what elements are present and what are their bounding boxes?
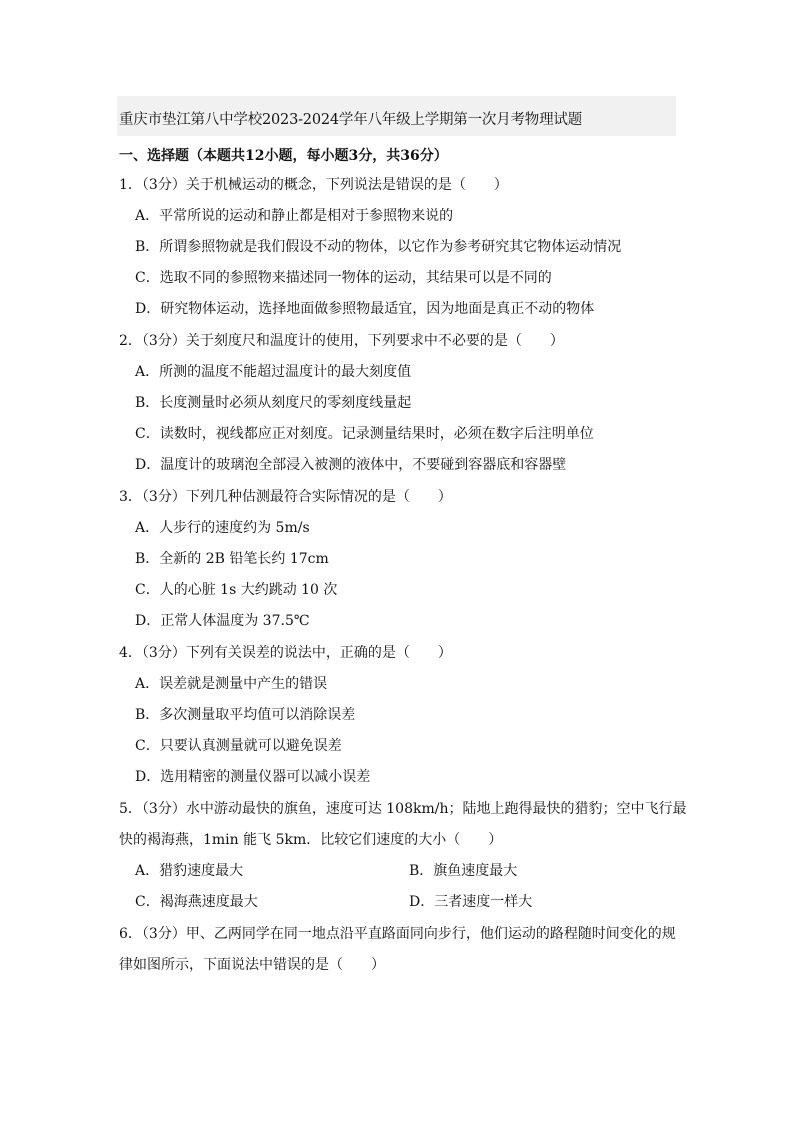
question-4-option-b: B．多次测量取平均值可以消除误差: [135, 707, 356, 723]
question-1-option-d: D．研究物体运动，选择地面做参照物最适宜，因为地面是真正不动的物体: [135, 301, 595, 317]
question-5-stem-line-1: 5．（3分）水中游动最快的旗鱼，速度可达 108km/h；陆地上跑得最快的猎豹；空中飞行最: [119, 801, 687, 817]
question-1-option-b: B．所谓参照物就是我们假设不动的物体，以它作为参考研究其它物体运动情况: [135, 239, 622, 255]
question-5-option-c: C．褐海燕速度最大: [135, 894, 258, 910]
question-2-option-c: C．读数时，视线都应正对刻度。记录测量结果时，必须在数字后注明单位: [135, 426, 594, 442]
question-5-option-b: B．旗鱼速度最大: [409, 863, 518, 879]
question-4-stem: 4．（3分）下列有关误差的说法中，正确的是（ ）: [119, 645, 452, 661]
question-3-option-d: D．正常人体温度为 37.5℃: [135, 613, 310, 629]
section-heading: 一、选择题（本题共12小题，每小题3分，共36分）: [119, 148, 448, 164]
question-3-option-c: C．人的心脏 1s 大约跳动 10 次: [135, 582, 338, 598]
question-2-option-a: A．所测的温度不能超过温度计的最大刻度值: [135, 364, 412, 380]
question-1-option-a: A．平常所说的运动和静止都是相对于参照物来说的: [135, 208, 454, 224]
question-6-stem-line-2: 律如图所示，下面说法中错误的是（ ）: [119, 957, 385, 973]
question-3-option-b: B．全新的 2B 铅笔长约 17cm: [135, 551, 329, 567]
question-2-option-d: D．温度计的玻璃泡全部浸入被测的液体中，不要碰到容器底和容器壁: [135, 457, 567, 473]
question-5-option-d: D．三者速度一样大: [409, 894, 533, 910]
question-1-stem: 1．（3分）关于机械运动的概念，下列说法是错误的是（ ）: [119, 177, 508, 193]
question-3-stem: 3．（3分）下列几种估测最符合实际情况的是（ ）: [119, 489, 452, 505]
question-5-option-a: A．猎豹速度最大: [135, 863, 244, 879]
question-2-option-b: B．长度测量时必须从刻度尺的零刻度线量起: [135, 395, 412, 411]
question-4-option-a: A．误差就是测量中产生的错误: [135, 676, 328, 692]
question-4-option-c: C．只要认真测量就可以避免误差: [135, 738, 342, 754]
page-title: 重庆市垫江第八中学校2023-2024学年八年级上学期第一次月考物理试题: [119, 112, 582, 128]
question-1-option-c: C．选取不同的参照物来描述同一物体的运动，其结果可以是不同的: [135, 270, 552, 286]
question-6-stem-line-1: 6．（3分）甲、乙两同学在同一地点沿平直路面同向步行，他们运动的路程随时间变化的规: [119, 926, 676, 942]
question-5-stem-line-2: 快的褐海燕，1min 能飞 5km．比较它们速度的大小（ ）: [119, 832, 503, 848]
question-3-option-a: A．人步行的速度约为 5m/s: [135, 520, 310, 536]
question-4-option-d: D．选用精密的测量仪器可以减小误差: [135, 769, 371, 785]
question-2-stem: 2．（3分）关于刻度尺和温度计的使用，下列要求中不必要的是（ ）: [119, 333, 564, 349]
